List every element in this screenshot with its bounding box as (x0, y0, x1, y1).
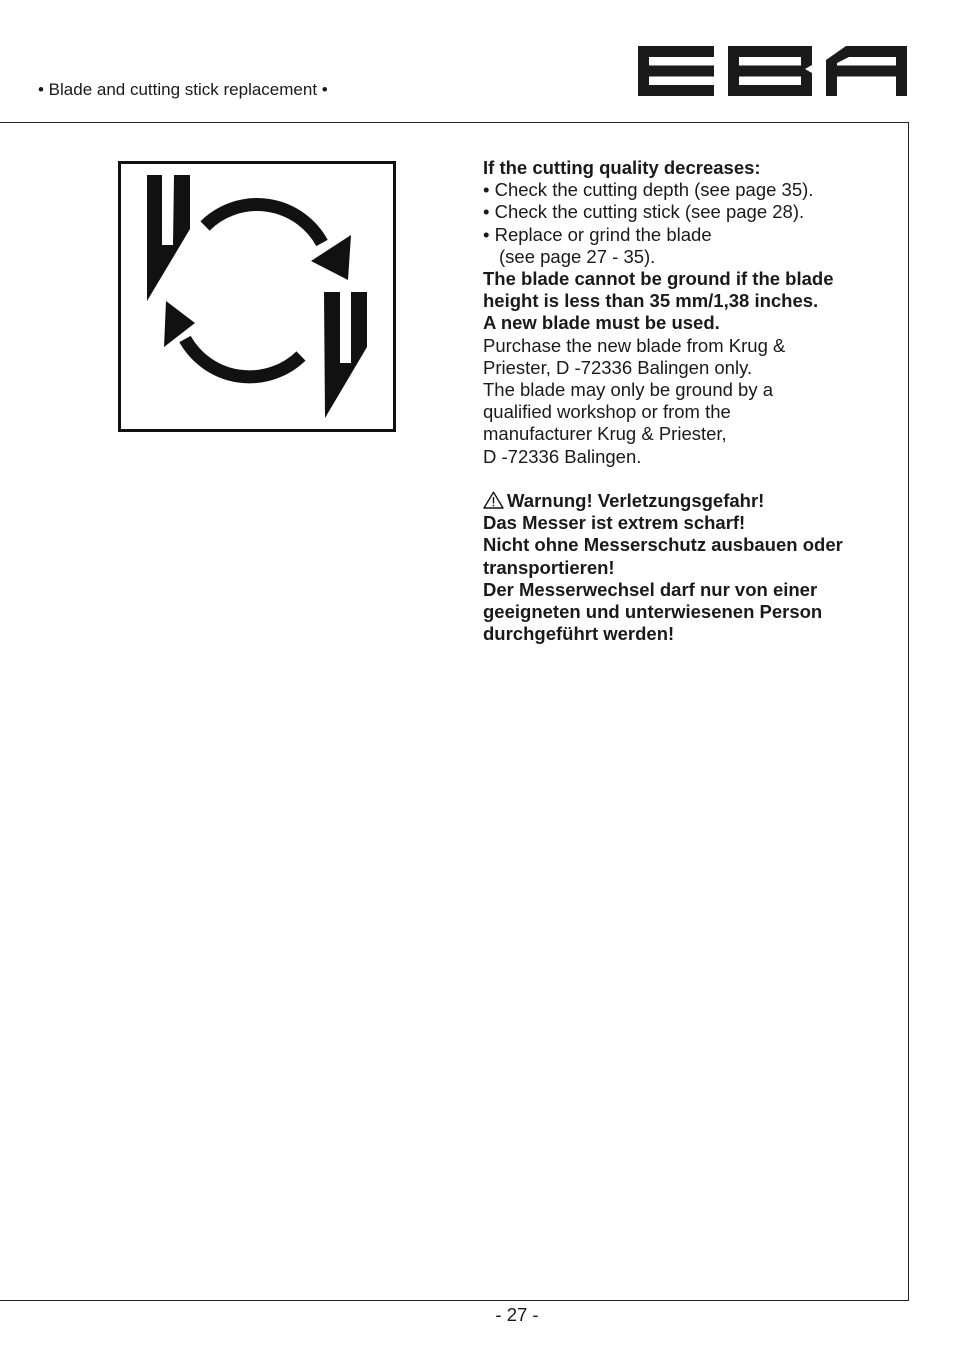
bullet-item: • Check the cutting stick (see page 28). (483, 201, 805, 223)
warning-line: transportieren! (483, 556, 615, 578)
body-line: The blade may only be ground by a (483, 379, 774, 401)
warning-title: Warnung! Verletzungsgefahr! (507, 490, 765, 512)
frame-right-rule (908, 122, 909, 1301)
warning-triangle-icon (483, 491, 504, 509)
blade-note-line: height is less than 35 mm/1,38 inches. (483, 290, 819, 312)
bullet-item: • Check the cutting depth (see page 35). (483, 179, 814, 201)
body-line: Purchase the new blade from Krug & (483, 334, 786, 356)
blade-note-line: The blade cannot be ground if the blade (483, 268, 834, 290)
frame-bottom-rule (0, 1300, 909, 1301)
blade-note-line: A new blade must be used. (483, 312, 720, 334)
body-line: qualified workshop or from the (483, 401, 731, 423)
body-line: D -72336 Balingen. (483, 445, 642, 467)
section-title: • Blade and cutting stick replacement • (38, 80, 328, 99)
paragraph-gap (483, 468, 903, 490)
warning-line: durchgeführt werden! (483, 623, 675, 645)
blade-replace-cycle-icon (118, 161, 396, 432)
warning-title-line (483, 490, 903, 512)
warning-line: Nicht ohne Messerschutz ausbauen oder (483, 534, 843, 556)
instructions-heading: If the cutting quality decreases: (483, 157, 761, 178)
body-line: manufacturer Krug & Priester, (483, 423, 727, 445)
page-number: - 27 - (495, 1304, 539, 1325)
body-line: Priester, D -72336 Balingen only. (483, 356, 753, 378)
bullet-item-continuation: (see page 27 - 35). (499, 245, 656, 267)
frame-top-rule (0, 122, 909, 123)
bullet-item: • Replace or grind the blade (483, 223, 712, 245)
warning-line: geeigneten und unterwiesenen Person (483, 601, 823, 623)
instructions-text (483, 157, 903, 645)
eba-logo (638, 46, 907, 96)
warning-line: Das Messer ist extrem scharf! (483, 512, 746, 534)
warning-line: Der Messerwechsel darf nur von einer (483, 578, 818, 600)
